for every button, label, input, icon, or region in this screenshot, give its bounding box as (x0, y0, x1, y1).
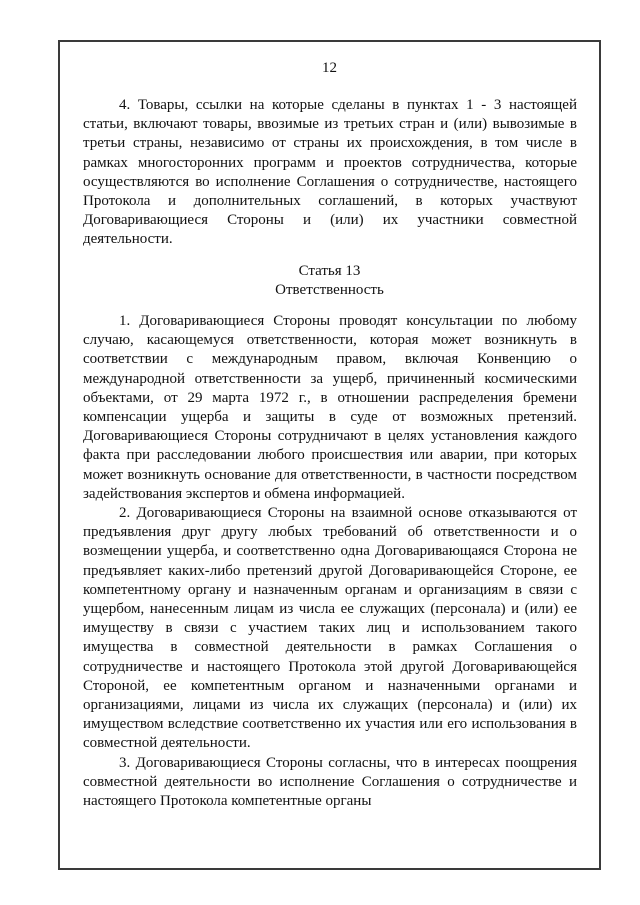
article-paragraph-3: 3. Договаривающиеся Стороны согласны, что в интересах поощрения совместной деятельности во исполнение Соглашения о сотрудничестве и настоящего Протокола компетентные органы (83, 754, 577, 810)
article-body (83, 312, 577, 811)
article-paragraph-2: 2. Договаривающиеся Стороны на взаимной основе отказываются от предъявления друг другу любых требований об ответственности и о возмещении ущерба, и соответственно одна Договаривающаяся Сторона не предъявляет каких-либо претензий другой Договаривающейся Стороне, ее компетентному органу и назначенным органам и организациям в связи с ущербом, нанесенным лицам из числа ее служащих (персонала) и (или) ее имуществу в связи с участием таких лиц и использованием такого имущества в совместной деятельности в рамках Соглашения о сотрудничестве и настоящего Протокола этой другой Договаривающейся Стороной, ее компетентным органом и назначенными органами и организациями, лицами из числа их служащих (персонала) и (или) их имуществом вследствие соответственно их участия или его использования в совместной деятельности. (83, 505, 577, 752)
paragraph-4: 4. Товары, ссылки на которые сделаны в пунктах 1 - 3 настоящей статьи, включают товары, ввозимые из третьих стран и (или) вывозимые в третьи страны, независимо от страны их происхождения, в том числе в рамках многосторонних программ и проектов сотрудничества, которые осуществляются во исполнение Соглашения о сотрудничестве, настоящего Протокола и дополнительных соглашений, в которых участвуют Договаривающиеся Стороны и (или) их участники совместной деятельности. (83, 97, 577, 248)
article-heading (60, 262, 599, 300)
article-title: Статья 13 (298, 263, 361, 279)
article-paragraph-1: 1. Договаривающиеся Стороны проводят консультации по любому случаю, касающемуся ответственности, которая может возникнуть в соответствии с международным правом, включая Конвенцию о международной ответственности за ущерб, причиненный космическими объектами, от 29 марта 1972 г., в отношении распределения бремени компенсации ущерба и защиты в суде от возможных претензий. Договаривающиеся Стороны сотрудничают в целях установления каждого факта при расследовании любого происшествия или аварии, при которых может возникнуть основание для ответственности, в частности посредством задействования экспертов и обмена информацией. (83, 313, 577, 502)
section-intro (83, 96, 577, 250)
article-subtitle: Ответственность (275, 282, 384, 298)
page-number: 12 (322, 60, 337, 76)
page-frame (58, 40, 601, 870)
